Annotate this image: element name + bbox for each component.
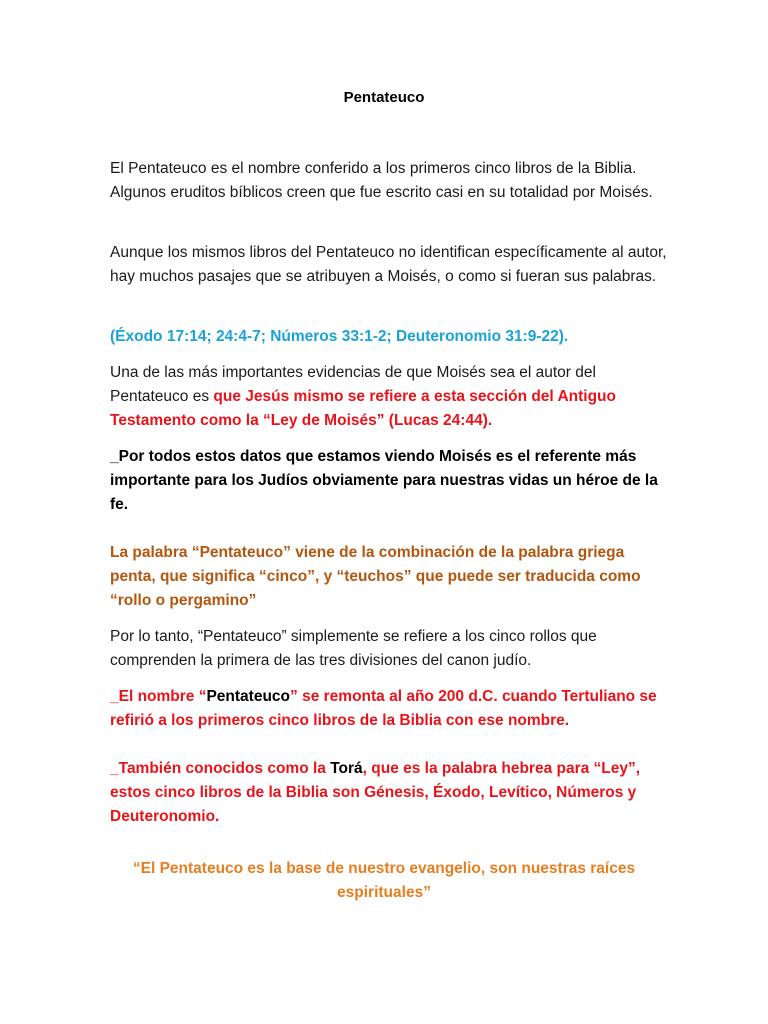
tora-text-c: , que es la palabra hebrea para “Ley”, estos cinco libros de la Biblia son Génesis, Éxodo, Levítico, Números y Deuteronomio. (110, 760, 641, 825)
evidence-text: Una de las más importantes evidencias de que Moisés sea el autor del Pentateuco es (110, 364, 596, 405)
closing-quote: “El Pentateuco es la base de nuestro evangelio, son nuestras raíces espirituales” (132, 860, 636, 901)
paragraph-scrolls: Por lo tanto, “Pentateuco” simplemente se refiere a los cinco rollos que comprenden la primera de las tres divisiones del canon judío. (110, 628, 597, 669)
paragraph-etymology: La palabra “Pentateuco” viene de la combinación de la palabra griega penta, que significa “cinco”, y “teuchos” que puede ser traducida como “rollo o pergamino” (110, 544, 641, 609)
paragraph-moses-reference: _Por todos estos datos que estamos viendo Moisés es el referente más importante para los Judíos obviamente para nuestras vidas un héroe de la fe. (110, 448, 658, 513)
paragraph-tertuliano (110, 685, 670, 733)
evidence-highlight: que Jesús mismo se refiere a esta sección del Antiguo Testamento como la “Ley de Moisés” (Lucas 24:44). (110, 388, 616, 429)
tertuliano-text-c: ” se remonta al año 200 d.C. cuando Tertuliano se refirió a los primeros cinco libros de la Biblia con ese nombre. (110, 688, 657, 729)
tora-keyword: Torá (330, 760, 363, 777)
paragraph-references: (Éxodo 17:14; 24:4-7; Números 33:1-2; Deuteronomio 31:9-22). (110, 328, 569, 345)
tertuliano-keyword: Pentateuco (206, 688, 291, 705)
paragraph-tora (110, 757, 670, 829)
tertuliano-text-a: _El nombre “ (110, 688, 207, 705)
paragraph-evidence (110, 361, 670, 433)
page-title: Pentateuco (343, 89, 425, 106)
paragraph-author: Aunque los mismos libros del Pentateuco no identifican específicamente al autor, hay muchos pasajes que se atribuyen a Moisés, o como si fueran sus palabras. (110, 244, 667, 285)
paragraph-intro: El Pentateuco es el nombre conferido a los primeros cinco libros de la Biblia. Algunos eruditos bíblicos creen que fue escrito casi en su totalidad por Moisés. (110, 160, 653, 201)
tora-text-a: _También conocidos como la (110, 760, 331, 777)
